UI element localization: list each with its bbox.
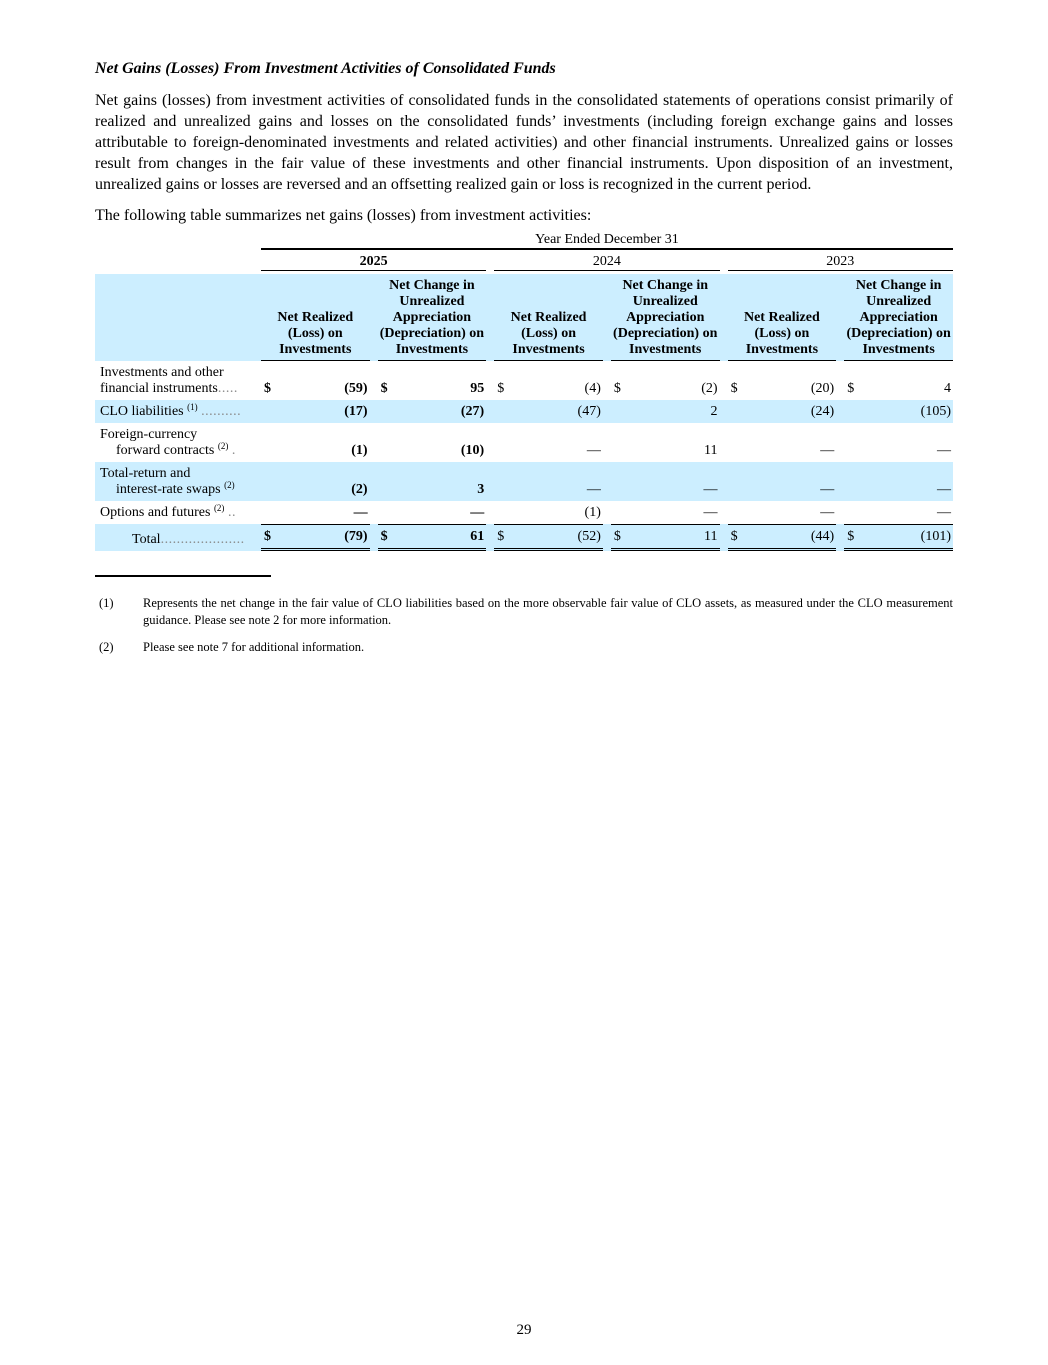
footnote-text: Please see note 7 for additional information.: [143, 640, 365, 654]
table-row: [95, 462, 953, 501]
currency-symbol: $: [844, 524, 859, 551]
value-cell: —: [353, 505, 368, 520]
value-cell: —: [859, 462, 953, 501]
value-cell: —: [470, 505, 485, 520]
value-cell: —: [937, 443, 951, 458]
value-cell: (17): [276, 400, 370, 423]
investment-gains-table: [95, 230, 953, 551]
total-label: Total.....................: [95, 524, 261, 551]
value-cell: —: [509, 462, 603, 501]
col-header-realized-2025: Net Realized (Loss) on Investments: [261, 274, 370, 361]
currency-symbol: $: [263, 381, 271, 396]
col-header-realized-2024: Net Realized (Loss) on Investments: [494, 274, 603, 361]
footnote-text: Represents the net change in the fair value of CLO liabilities based on the more observable fair value of CLO assets, as measured under the CLO measurement guidance. Please see note 2 for more information.: [143, 596, 953, 627]
currency-symbol: $: [497, 381, 505, 396]
total-value-cell: 61: [393, 524, 487, 551]
table-row: [95, 423, 953, 462]
row-label: Options and futures $^{(2)}$ ..: [100, 503, 236, 520]
currency-symbol: $: [380, 381, 388, 396]
col-header-unrealized-2025: Net Change in Unrealized Appreciation (Depreciation) on Investments: [378, 274, 487, 361]
body-paragraph: Net gains (losses) from investment activities of consolidated funds in the consolidated statements of operations consist primarily of realized and unrealized gains and losses on the consolidated funds’ investments (including foreign exchange gains and losses attributable to foreign-denominated investments and related activities) and other financial instruments. Unrealized gains or losses result from changes in the fair value of these investments and other financial instruments. Upon disposition of an investment, unrealized gains or losses are reversed and an offsetting realized gain or loss is recognized in the current period.: [95, 92, 953, 193]
section-heading: Net Gains (Losses) From Investment Activities of Consolidated Funds: [95, 60, 556, 77]
footnote: [95, 639, 953, 656]
document-page: [95, 58, 953, 666]
value-cell: (2): [701, 381, 718, 396]
value-cell: (2): [276, 462, 370, 501]
table-row: [95, 361, 953, 400]
footnote-marker: (2): [99, 640, 114, 654]
currency-symbol: $: [730, 381, 738, 396]
total-value-cell: (101): [859, 524, 953, 551]
value-cell: 95: [470, 381, 485, 396]
row-label: CLO liabilities $^{(1)}$ ..........: [95, 400, 261, 423]
row-label: Total-return and interest-rate swaps $^{(2)}$: [95, 462, 261, 501]
footnote: [95, 595, 953, 629]
total-value-cell: (44): [743, 524, 837, 551]
value-cell: (10): [460, 443, 485, 458]
value-cell: (24): [743, 400, 837, 423]
currency-symbol: $: [494, 524, 509, 551]
year-header-2023: 2023: [728, 250, 953, 271]
currency-symbol: $: [847, 381, 855, 396]
table-row: [95, 501, 953, 524]
value-cell: —: [743, 462, 837, 501]
col-header-unrealized-2024: Net Change in Unrealized Appreciation (Depreciation) on Investments: [611, 274, 720, 361]
footnote-divider: [95, 575, 271, 577]
table-row: [95, 400, 953, 423]
value-cell: 2: [626, 400, 720, 423]
value-cell: 4: [944, 381, 951, 396]
col-header-unrealized-2023: Net Change in Unrealized Appreciation (Depreciation) on Investments: [844, 274, 953, 361]
total-value-cell: (79): [276, 524, 370, 551]
value-cell: (27): [393, 400, 487, 423]
value-cell: —: [820, 443, 835, 458]
value-cell: —: [626, 462, 720, 501]
table-total-row: [95, 524, 953, 551]
row-label: Investments and other financial instruments.....: [100, 365, 238, 396]
currency-symbol: $: [611, 524, 626, 551]
value-cell: —: [586, 443, 601, 458]
total-value-cell: (52): [509, 524, 603, 551]
currency-symbol: $: [728, 524, 743, 551]
currency-symbol: $: [613, 381, 621, 396]
footnote-marker: (1): [99, 596, 114, 610]
value-cell: (1): [584, 505, 601, 520]
value-cell: (4): [584, 381, 601, 396]
row-label: Foreign-currency forward contracts $^{(2)}$ .: [100, 427, 236, 458]
value-cell: —: [937, 505, 951, 520]
year-header-2025: 2025: [261, 250, 486, 271]
value-cell: (1): [351, 443, 368, 458]
value-cell: (20): [810, 381, 835, 396]
value-cell: (47): [509, 400, 603, 423]
col-header-realized-2023: Net Realized (Loss) on Investments: [728, 274, 837, 361]
currency-symbol: $: [261, 524, 276, 551]
value-cell: (59): [344, 381, 368, 396]
value-cell: 11: [704, 443, 718, 458]
value-cell: —: [703, 505, 718, 520]
period-header: Year Ended December 31: [261, 230, 953, 250]
table-intro: The following table summarizes net gains (losses) from investment activities:: [95, 207, 592, 224]
page-number: 29: [516, 1322, 532, 1338]
total-value-cell: 11: [626, 524, 720, 551]
value-cell: —: [820, 505, 835, 520]
value-cell: 3: [393, 462, 487, 501]
currency-symbol: $: [378, 524, 393, 551]
value-cell: (105): [859, 400, 953, 423]
year-header-2024: 2024: [494, 250, 719, 271]
